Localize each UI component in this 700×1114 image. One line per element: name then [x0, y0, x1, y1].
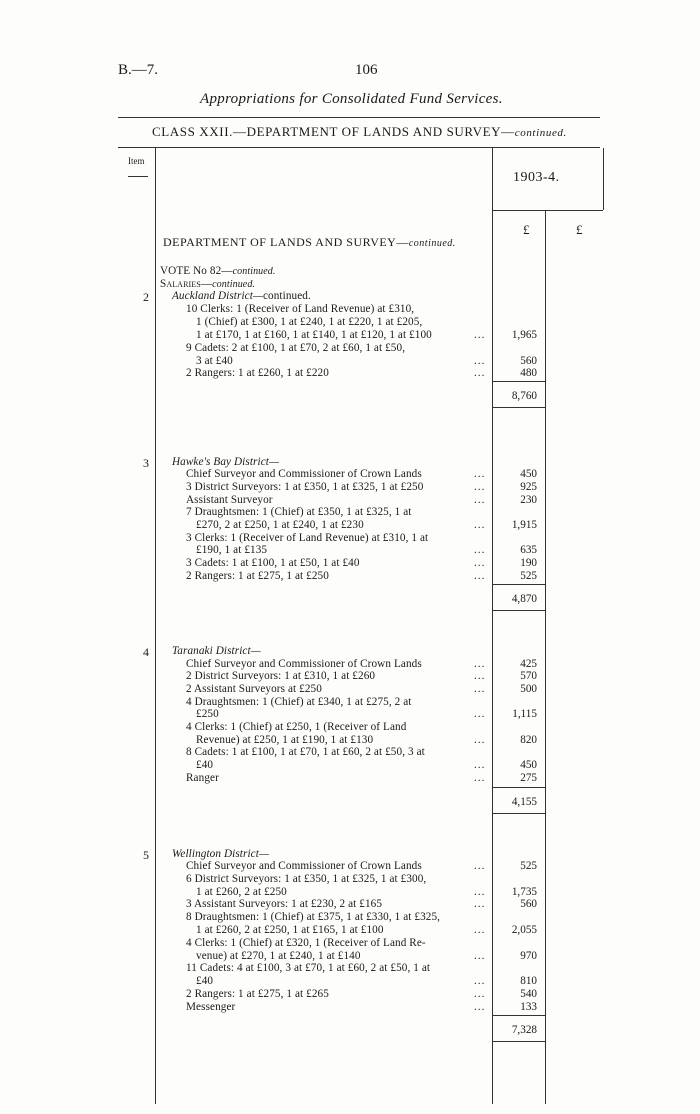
- subtotal-rule-bottom: [492, 407, 545, 408]
- leader-dots: ...: [474, 494, 486, 506]
- leader-dots: ...: [474, 708, 486, 720]
- leader-dots: ...: [474, 557, 486, 569]
- leader-dots: ...: [474, 481, 486, 493]
- amount-column-line-right: [603, 148, 604, 210]
- amount-value: 560: [520, 898, 537, 910]
- year-heading: 1903-4.: [513, 170, 560, 185]
- page-number: 106: [355, 62, 378, 78]
- subtotal-rule-top: [492, 584, 545, 585]
- appropriation-line: 8 Cadets: 1 at £100, 1 at £70, 1 at £60, 2 at £50, 3 at: [186, 746, 425, 758]
- district-heading: [172, 290, 311, 302]
- appropriation-line: 2 Rangers: 1 at £275, 1 at £250: [186, 570, 329, 582]
- amount-value: 525: [520, 570, 537, 582]
- leader-dots: ...: [474, 759, 486, 771]
- leader-dots: ...: [474, 544, 486, 556]
- amount-value: 540: [520, 988, 537, 1000]
- item-number: 3: [143, 456, 149, 470]
- appropriation-line: 2 Rangers: 1 at £260, 1 at £220: [186, 367, 329, 379]
- leader-dots: ...: [474, 658, 486, 670]
- leader-dots: ...: [474, 886, 486, 898]
- district-heading-continued: continued.: [262, 290, 311, 302]
- amount-value: 970: [520, 950, 537, 962]
- amount-value: 925: [520, 481, 537, 493]
- amount-value: 1,735: [511, 886, 537, 898]
- district-heading: [172, 645, 261, 657]
- amount-value: 275: [520, 772, 537, 784]
- header-rule-top: [118, 117, 600, 118]
- amount-value: 2,055: [511, 924, 537, 936]
- subtotal-rule-top: [492, 787, 545, 788]
- amount-value: 500: [520, 683, 537, 695]
- amount-value: 810: [520, 975, 537, 987]
- item-column-dash: [128, 176, 148, 177]
- pound-sign-2: £: [576, 222, 583, 237]
- amount-value: 425: [520, 658, 537, 670]
- appropriation-line: 1 at £170, 1 at £160, 1 at £140, 1 at £120, 1 at £100: [196, 329, 432, 341]
- amount-value: 1,115: [512, 708, 537, 720]
- district-heading: [172, 848, 269, 860]
- appropriation-line: £190, 1 at £135: [196, 544, 268, 556]
- leader-dots: ...: [474, 683, 486, 695]
- amount-value: 480: [520, 367, 537, 379]
- appropriation-line: 1 (Chief) at £300, 1 at £240, 1 at £220, 1 at £205,: [196, 316, 423, 328]
- leader-dots: ...: [474, 670, 486, 682]
- leader-dots: ...: [474, 367, 486, 379]
- district-heading-name: Auckland District—: [172, 290, 263, 302]
- subtotal-rule-bottom: [492, 813, 545, 814]
- appropriation-line: £250: [196, 708, 219, 720]
- appropriation-line: £270, 2 at £250, 1 at £240, 1 at £230: [196, 519, 364, 531]
- year-rule: [492, 210, 603, 211]
- item-number: 5: [143, 848, 149, 862]
- district-heading-name: Wellington District—: [172, 848, 269, 860]
- appropriation-line: Revenue) at £250, 1 at £190, 1 at £130: [196, 734, 374, 746]
- appropriation-line: Chief Surveyor and Commissioner of Crown Lands: [186, 658, 422, 670]
- appropriation-line: Ranger: [186, 772, 219, 784]
- appropriation-line: Chief Surveyor and Commissioner of Crown Lands: [186, 860, 422, 872]
- leader-dots: ...: [474, 570, 486, 582]
- appropriation-line: 3 Assistant Surveyors: 1 at £230, 2 at £165: [186, 898, 383, 910]
- appropriation-line: 9 Cadets: 2 at £100, 1 at £70, 2 at £60, 1 at £50,: [186, 342, 406, 354]
- appropriation-line: 3 at £40: [196, 355, 233, 367]
- leader-dots: ...: [474, 519, 486, 531]
- appropriation-line: 1 at £260, 2 at £250, 1 at £165, 1 at £100: [196, 924, 384, 936]
- leader-dots: ...: [474, 1001, 486, 1013]
- amount-value: 1,915: [511, 519, 537, 531]
- leader-dots: ...: [474, 950, 486, 962]
- leader-dots: ...: [474, 329, 486, 341]
- section-total: 4,870: [511, 593, 537, 605]
- subtotal-rule-top: [492, 381, 545, 382]
- appropriation-line: Messenger: [186, 1001, 236, 1013]
- amount-value: 133: [520, 1001, 537, 1013]
- leader-dots: ...: [474, 772, 486, 784]
- amount-column-line-left: [492, 148, 493, 1104]
- leader-dots: ...: [474, 468, 486, 480]
- amount-value: 1,965: [511, 329, 537, 341]
- leader-dots: ...: [474, 988, 486, 1000]
- class-heading: CLASS XXII.—DEPARTMENT OF LANDS AND SURVEY—continued.: [152, 124, 567, 139]
- leader-dots: ...: [474, 860, 486, 872]
- amount-value: 525: [520, 860, 537, 872]
- appropriation-line: Assistant Surveyor: [186, 494, 273, 506]
- appropriation-line: 1 at £260, 2 at £250: [196, 886, 287, 898]
- leader-dots: ...: [474, 924, 486, 936]
- department-heading: DEPARTMENT OF LANDS AND SURVEY—continued.: [163, 235, 456, 249]
- leader-dots: ...: [474, 975, 486, 987]
- leader-dots: ...: [474, 898, 486, 910]
- appropriation-line: 4 Clerks: 1 (Chief) at £250, 1 (Receiver of Land: [186, 721, 407, 733]
- section-total: 7,328: [511, 1024, 537, 1036]
- appropriation-line: 7 Draughtsmen: 1 (Chief) at £350, 1 at £325, 1 at: [186, 506, 412, 518]
- appropriation-line: 2 Rangers: 1 at £275, 1 at £265: [186, 988, 329, 1000]
- salaries-heading: Salaries—continued.: [160, 278, 256, 290]
- header-rule-bottom: [118, 147, 600, 148]
- appropriation-line: £40: [196, 759, 214, 771]
- item-column-label: Item: [128, 156, 145, 166]
- subtotal-rule-bottom: [492, 610, 545, 611]
- vote-heading: VOTE No 82—continued.: [160, 265, 276, 277]
- leader-dots: ...: [474, 355, 486, 367]
- appropriation-line: 2 Assistant Surveyors at £250: [186, 683, 322, 695]
- appropriation-line: 3 Clerks: 1 (Receiver of Land Revenue) at £310, 1 at: [186, 532, 429, 544]
- district-heading: [172, 456, 279, 468]
- document-reference: B.—7.: [118, 62, 159, 78]
- appropriation-line: 11 Cadets: 4 at £100, 3 at £70, 1 at £60, 2 at £50, 1 at: [186, 962, 431, 974]
- appropriation-line: 6 District Surveyors: 1 at £350, 1 at £325, 1 at £300,: [186, 873, 427, 885]
- appropriation-line: 3 Cadets: 1 at £100, 1 at £50, 1 at £40: [186, 557, 360, 569]
- amount-value: 560: [520, 355, 537, 367]
- appropriation-line: 10 Clerks: 1 (Receiver of Land Revenue) at £310,: [186, 303, 415, 315]
- appropriation-line: 4 Draughtsmen: 1 (Chief) at £340, 1 at £275, 2 at: [186, 696, 412, 708]
- subtotal-rule-bottom: [492, 1041, 545, 1042]
- page-title: Appropriations for Consolidated Fund Services.: [200, 91, 503, 107]
- appropriation-line: £40: [196, 975, 214, 987]
- amount-value: 635: [520, 544, 537, 556]
- appropriation-line: 3 District Surveyors: 1 at £350, 1 at £325, 1 at £250: [186, 481, 424, 493]
- pound-sign-1: £: [523, 222, 530, 237]
- section-total: 8,760: [511, 390, 537, 402]
- district-heading-name: Hawke's Bay District—: [172, 456, 280, 468]
- section-total: 4,155: [511, 796, 537, 808]
- leader-dots: ...: [474, 734, 486, 746]
- amount-value: 190: [520, 557, 537, 569]
- district-heading-name: Taranaki District—: [172, 645, 261, 657]
- amount-value: 450: [520, 468, 537, 480]
- item-number: 4: [143, 645, 149, 659]
- amount-column-line-mid: [545, 210, 546, 1104]
- amount-value: 570: [520, 670, 537, 682]
- appropriation-line: 2 District Surveyors: 1 at £310, 1 at £260: [186, 670, 376, 682]
- appropriation-line: 4 Clerks: 1 (Chief) at £320, 1 (Receiver of Land Re-: [186, 937, 426, 949]
- item-number: 2: [143, 290, 149, 304]
- appropriation-line: 8 Draughtsmen: 1 (Chief) at £375, 1 at £330, 1 at £325,: [186, 911, 441, 923]
- appropriation-line: Chief Surveyor and Commissioner of Crown Lands: [186, 468, 422, 480]
- item-column-line: [155, 148, 156, 1104]
- amount-value: 450: [520, 759, 537, 771]
- subtotal-rule-top: [492, 1015, 545, 1016]
- amount-value: 820: [520, 734, 537, 746]
- appropriation-line: venue) at £270, 1 at £240, 1 at £140: [196, 950, 361, 962]
- amount-value: 230: [520, 494, 537, 506]
